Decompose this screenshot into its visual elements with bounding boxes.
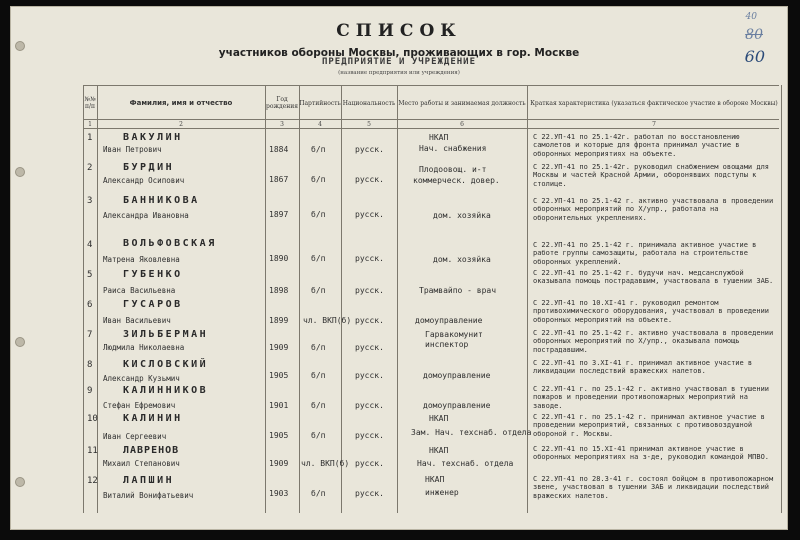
- given-name: Александра Ивановна: [103, 211, 189, 220]
- nationality: русск.: [355, 210, 384, 219]
- row-number: 7: [87, 330, 93, 340]
- header-workplace: Место работы и занимаемая должность: [398, 99, 526, 107]
- surname: КИСЛОВСКИЙ: [123, 359, 209, 370]
- party: б/п: [311, 401, 326, 410]
- nationality: русск.: [355, 489, 384, 498]
- column-index: 2: [179, 121, 183, 128]
- position: дом. хозяйка: [433, 255, 491, 264]
- nationality: русск.: [355, 175, 384, 184]
- column-index: 4: [318, 121, 322, 128]
- header-name: Фамилия, имя и отчество: [129, 98, 233, 107]
- position: домоуправление: [415, 316, 483, 325]
- party: б/п: [311, 286, 326, 295]
- characteristic: С 22.УП-41 по 25.1-42 г. принимала активное участие в работе группы самозащиты, работала на строительстве оборонных укреплений.: [533, 241, 757, 266]
- position: Нач. снабжения: [419, 144, 487, 153]
- characteristic: С 22.УП-41 по 15.XI-41 принимал активное участие в оборонных мероприятиях на з-де, руководил командой МПВО.: [533, 445, 770, 462]
- column-index: 6: [460, 121, 464, 128]
- birth-year: 1890: [269, 254, 289, 263]
- surname: КАЛИНИН: [123, 413, 183, 424]
- header-nationality: Национальность: [342, 99, 396, 107]
- nationality: русск.: [355, 254, 384, 263]
- characteristic: С 22.УП-41 по 25.1-42 г. будучи нач. медсанслужбой оказывала помощь пострадавшим, участвовала в тушении ЗАБ.: [533, 269, 774, 286]
- party: б/п: [311, 254, 326, 263]
- characteristic: С 22.УП-41 по 10.XI-41 г. руководил ремонтом противохимического оборудования, участвовал в проведении оборонных мероприятий на объекте.: [533, 299, 770, 324]
- table-rule: [83, 85, 84, 513]
- row-number: 6: [87, 300, 93, 310]
- given-name: Матрена Яковлевна: [103, 255, 180, 264]
- party: б/п: [311, 489, 326, 498]
- row-number: 3: [87, 196, 93, 206]
- row-number: 9: [87, 386, 93, 396]
- surname: КАЛИННИКОВ: [123, 385, 209, 396]
- row-number: 11: [87, 446, 98, 456]
- nationality: русск.: [355, 286, 384, 295]
- organization-typed: ПРЕДПРИЯТИЕ И УЧРЕЖДЕНИЕ: [321, 57, 477, 67]
- characteristic: С 22.УП-41 по 3.XI-41 г. принимал активное участие в ликвидации последствий вражеских налетов.: [533, 359, 753, 376]
- given-name: Раиса Васильевна: [103, 286, 176, 295]
- position: инспектор: [425, 340, 469, 349]
- header-number: №№ п/п: [84, 96, 96, 110]
- workplace: НКАП: [429, 414, 449, 423]
- workplace: Плодоовощ. и-т: [419, 165, 487, 174]
- birth-year: 1867: [269, 175, 289, 184]
- row-number: 10: [87, 414, 98, 424]
- birth-year: 1898: [269, 286, 289, 295]
- position: Трамвайпо - врач: [419, 286, 497, 295]
- position: дом. хозяйка: [433, 211, 491, 220]
- surname: ЗИЛЬБЕРМАН: [123, 329, 209, 340]
- table-rule: [781, 85, 782, 513]
- document-sheet: [10, 6, 788, 530]
- workplace: Гарвакомунит: [425, 330, 483, 339]
- nationality: русск.: [355, 459, 384, 468]
- position: домоуправление: [423, 401, 491, 410]
- characteristic: С 22.УП-41 по 25.1-42 г. активно участвовала в проведении оборонных мероприятий по Х/упр., работала на оборонительных укреплениях.: [533, 197, 774, 222]
- position: домоуправление: [423, 371, 491, 380]
- page-number-struck: 80: [745, 27, 763, 43]
- position: коммерческ. довер.: [413, 176, 500, 185]
- header-birth-year: Год рождения: [265, 96, 298, 110]
- birth-year: 1905: [269, 431, 289, 440]
- table-rule: [341, 85, 342, 513]
- workplace: НКАП: [425, 475, 445, 484]
- nationality: русск.: [355, 401, 384, 410]
- characteristic: С 22.УП-41 по 28.3-41 г. состоял бойцом в противопожарном звене, участвовал в тушении ЗАБ и ликвидации последствий вражеских налетов.: [533, 475, 774, 500]
- party: б/п: [311, 431, 326, 440]
- party: чл. ВКП(б): [303, 316, 352, 325]
- column-index: 1: [88, 121, 92, 128]
- party: б/п: [311, 210, 326, 219]
- given-name: Александр Кузьмич: [103, 374, 180, 383]
- document-subtitle: участников обороны Москвы, проживающих в гор. Москве: [218, 47, 580, 59]
- header-party: Партийность: [299, 99, 341, 107]
- binder-hole: [15, 477, 25, 487]
- birth-year: 1899: [269, 316, 289, 325]
- column-index: 5: [367, 121, 371, 128]
- given-name: Иван Сергеевич: [103, 432, 167, 441]
- table-rule: [83, 85, 779, 86]
- header-characteristic: Краткая характеристика (указаться фактическое участие в обороне Москвы): [530, 99, 778, 107]
- workplace: НКАП: [429, 446, 449, 455]
- row-number: 2: [87, 163, 93, 173]
- surname: ЛАПШИН: [123, 475, 175, 486]
- nationality: русск.: [355, 371, 384, 380]
- position: Зам. Нач. техснаб. отдела: [411, 428, 532, 437]
- characteristic: С 22.УП-41 г. по 25.1-42 г. активно участвовал в тушении пожаров и проведении противопожарных мероприятий на заводе.: [533, 385, 770, 410]
- birth-year: 1901: [269, 401, 289, 410]
- surname: ВОЛЬФОВСКАЯ: [123, 238, 217, 249]
- given-name: Иван Петрович: [103, 145, 162, 154]
- surname: БУРДИН: [123, 162, 175, 173]
- corner-annotation: 40: [745, 12, 757, 22]
- characteristic: С 22.УП-41 по 25.1-42г. руководил снабжением овощами для Москвы и частей Красной Армии, оборонявших подступы к столице.: [533, 163, 770, 188]
- document-title: СПИСОК: [336, 21, 462, 41]
- birth-year: 1909: [269, 459, 289, 468]
- given-name: Иван Васильевич: [103, 316, 171, 325]
- workplace: НКАП: [429, 133, 449, 142]
- characteristic: С 22.УП-41 по 25.1-42г. работал по восстановлению самолетов и которые для фронта принимал участие в оборонных мероприятиях на объекте.: [533, 133, 740, 158]
- binder-hole: [15, 337, 25, 347]
- party: б/п: [311, 145, 326, 154]
- row-number: 12: [87, 476, 98, 486]
- table-rule: [299, 85, 300, 513]
- birth-year: 1905: [269, 371, 289, 380]
- row-number: 1: [87, 133, 93, 143]
- given-name: Людмила Николаевна: [103, 343, 185, 352]
- given-name: Михаил Степанович: [103, 459, 180, 468]
- birth-year: 1884: [269, 145, 289, 154]
- binder-hole: [15, 167, 25, 177]
- birth-year: 1909: [269, 343, 289, 352]
- nationality: русск.: [355, 431, 384, 440]
- table-rule: [83, 128, 779, 129]
- row-number: 4: [87, 240, 93, 250]
- surname: ГУСАРОВ: [123, 299, 183, 310]
- surname: ГУБЕНКО: [123, 269, 183, 280]
- nationality: русск.: [355, 343, 384, 352]
- party: б/п: [311, 371, 326, 380]
- column-index: 3: [280, 121, 284, 128]
- table-rule: [527, 85, 528, 513]
- row-number: 8: [87, 360, 93, 370]
- surname: ВАКУЛИН: [123, 132, 183, 143]
- party: б/п: [311, 175, 326, 184]
- nationality: русск.: [355, 145, 384, 154]
- position: Нач. техснаб. отдела: [417, 459, 514, 468]
- surname: БАННИКОВА: [123, 195, 200, 206]
- characteristic: С 22.УП-41 по 25.1-42 г. активно участвовала в проведении оборонных мероприятий по Х/упр., оказывала помощь пострадавшим.: [533, 329, 774, 354]
- nationality: русск.: [355, 316, 384, 325]
- birth-year: 1903: [269, 489, 289, 498]
- organization-note: (название предприятия или учреждения): [338, 70, 460, 76]
- page-number: 60: [744, 47, 765, 66]
- party: чл. ВКП(б): [301, 459, 350, 468]
- given-name: Виталий Вонифатьевич: [103, 491, 194, 500]
- table-rule: [397, 85, 398, 513]
- row-number: 5: [87, 270, 93, 280]
- column-index: 7: [652, 121, 656, 128]
- given-name: Стефан Ефремович: [103, 401, 176, 410]
- table-rule: [83, 119, 779, 120]
- position: инженер: [425, 488, 459, 497]
- birth-year: 1897: [269, 210, 289, 219]
- party: б/п: [311, 343, 326, 352]
- characteristic: С 22.УП-41 г. по 25.1-42 г. принимал активное участие в проведении мероприятий, связанных с противовоздушной обороной г. Москвы.: [533, 413, 765, 438]
- given-name: Александр Осипович: [103, 176, 185, 185]
- surname: ЛАВРЕНОВ: [123, 445, 180, 456]
- table-rule: [265, 85, 266, 513]
